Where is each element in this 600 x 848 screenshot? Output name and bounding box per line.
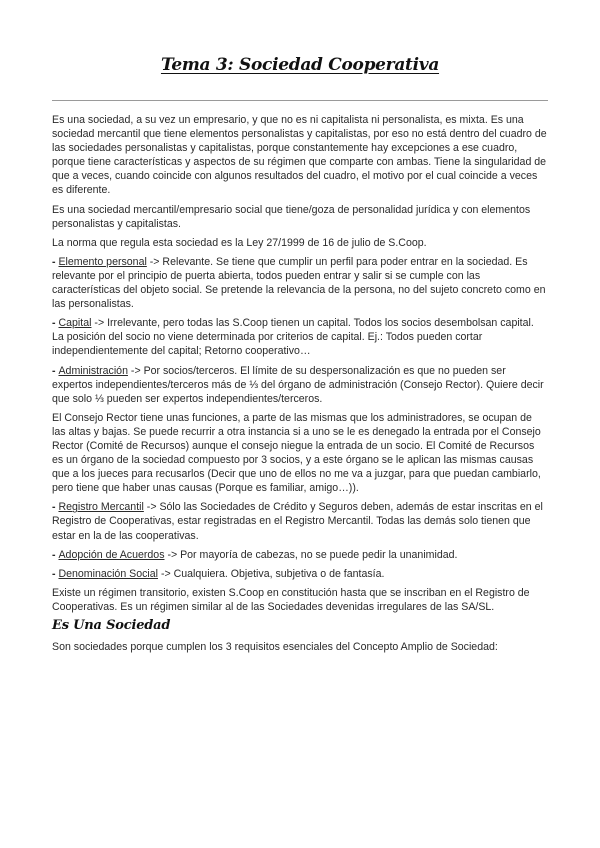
title-divider (52, 100, 548, 101)
bullet-term: Administración (58, 364, 128, 377)
bullet-term: Denominación Social (58, 567, 159, 580)
bullet-text: -> Irrelevante, pero todas las S.Coop tienen un capital. Todos los socios desembolsan capital. La posición del socio no viene determinada por criterios de capital. Ej.: Todos pueden cortar independientemente del capital; Retorno cooperativo… (52, 317, 534, 358)
bullet-text: -> Por socios/terceros. El límite de su despersonalización es que no pueden ser expertos independientes/terceros más de ⅓ del órgano de administración (Consejo Rector). Quiere decir que solo ⅓ pueden ser expertos independientes/terceros. (52, 364, 544, 405)
bullet-term: Elemento personal (58, 255, 147, 268)
bullet-dash: - (52, 548, 59, 561)
bullet-text: -> Sólo las Sociedades de Crédito y Seguros deben, además de estar inscritas en el Registro de Cooperativas, estar registradas en el Registro Mercantil. Todas las demás solo tienen que estar en la de las cooperativas. (52, 501, 543, 542)
bullet-denominacion-social (52, 567, 548, 581)
document-body (52, 113, 548, 659)
bullet-adopcion-acuerdos (52, 548, 548, 562)
paragraph-consejo-rector: El Consejo Rector tiene unas funciones, a parte de las mismas que los administradores, se ocupan de las altas y bajas. Se puede recurrir a otra instancia si a uno se le es denegado la entrada por el Consejo Rector (Comité de Recursos) aunque el consejo niegue la entrada de un socio. El Comité de Recursos es un órgano de la sociedad compuesto por 3 socios, y a este órgano se le aplican las mismas causas que a los jueces para recusarlos (Decir que uno de ellos no me va a juzgar, para que puedan cambiarlo, pero tiene que haber unas causas (Porque es familiar, amigo…)). (52, 411, 541, 495)
bullet-dash: - (52, 501, 59, 514)
bullet-text: -> Relevante. Se tiene que cumplir un perfil para poder entrar en la sociedad. Es relevante por el principio de puerta abierta, todos pueden entrar y salir si se cumple con las características del objeto social. Se pretende la relevancia de la persona, no del sujeto concreto como en las personalistas. (52, 255, 546, 311)
section-heading: Es Una Sociedad (52, 618, 171, 633)
bullet-dash: - (52, 364, 59, 377)
bullet-capital (52, 316, 548, 358)
bullet-term: Capital (58, 317, 92, 330)
paragraph-definition: Es una sociedad mercantil/empresario social que tiene/goza de personalidad jurídica y con elementos personalistas y capitalistas. (52, 203, 531, 230)
bullet-text: -> Por mayoría de cabezas, no se puede pedir la unanimidad. (164, 548, 458, 561)
bullet-administracion (52, 364, 548, 406)
paragraph-law: La norma que regula esta sociedad es la Ley 27/1999 de 16 de julio de S.Coop. (52, 236, 427, 249)
bullet-dash: - (52, 567, 59, 580)
paragraph-regimen-transitorio: Existe un régimen transitorio, existen S.Coop en constitución hasta que se inscriban en el Registro de Cooperativas. Es un régimen similar al de las Sociedades devenidas irregulares de las SA/SL. (52, 586, 530, 613)
bullet-registro-mercantil (52, 500, 548, 542)
bullet-elemento-personal (52, 255, 548, 311)
bullet-dash: - (52, 317, 59, 330)
bullet-text: -> Cualquiera. Objetiva, subjetiva o de fantasía. (158, 567, 385, 580)
page-title: Tema 3: Sociedad Cooperativa (160, 55, 440, 75)
bullet-term: Adopción de Acuerdos (58, 548, 165, 561)
paragraph-intro: Es una sociedad, a su vez un empresario, y que no es ni capitalista ni personalista, es mixta. Es una sociedad mercantil que tiene elementos personalistas y capitalistas, por eso no está dentro del cuadro de las sociedades personalistas y capitalistas, porque constantemente hay excepciones a ese cuadro, porque tiene características y aspectos de su régimen que comparte con ambas. Tiene la singularidad de que a veces, cuando coincide con algunos resultados del cuadro, el motivo por el cual coincide a veces es diferente. (52, 114, 547, 197)
paragraph-requisitos: Son sociedades porque cumplen los 3 requisitos esenciales del Concepto Amplio de Sociedad: (52, 641, 498, 654)
bullet-dash: - (52, 255, 59, 268)
bullet-term: Registro Mercantil (58, 501, 144, 514)
